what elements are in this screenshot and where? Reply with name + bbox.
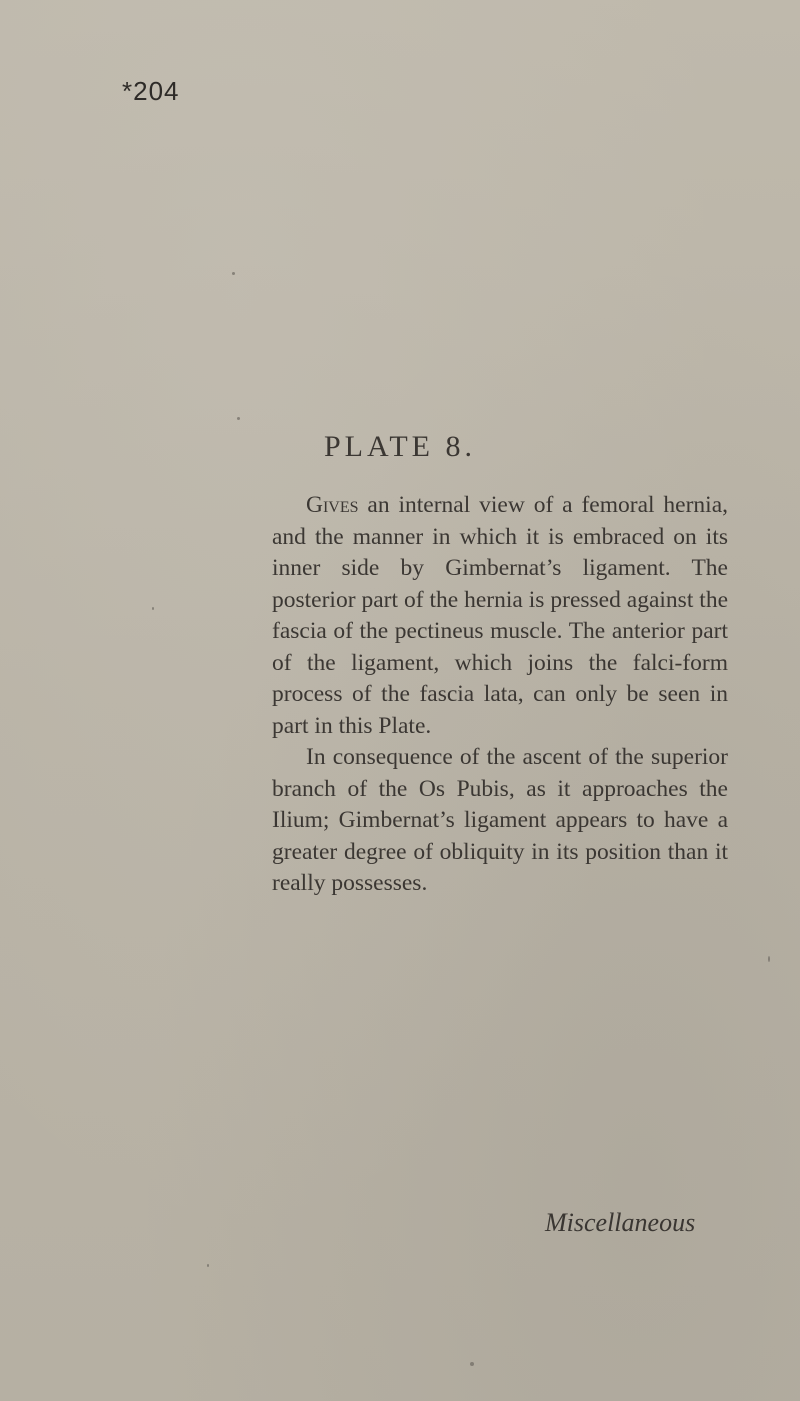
paper-speck: [237, 417, 240, 420]
paragraph-1-lead-word: Gives: [306, 492, 359, 518]
paper-speck: [207, 1264, 209, 1267]
paragraph-2: In consequence of the ascent of the superior branch of the Os Pubis, as it approaches the Ilium; Gimbernat’s ligament appears to have a greater degree of obliquity in its position than it really possesses.: [272, 744, 728, 896]
description-text: [272, 490, 728, 900]
paper-speck: [470, 1362, 474, 1366]
paper-speck: [152, 607, 154, 610]
paragraph-1: [272, 490, 728, 742]
shelfmark-number: *204: [122, 76, 180, 106]
plate-title: PLATE 8.: [324, 430, 476, 463]
paper-speck: [768, 956, 770, 962]
paragraph-1-text: an internal view of a femoral hernia, and the manner in which it is embraced on its inner side by Gimbernat’s ligament. The posterior part of the hernia is pressed against the fascia of the pectineus muscle. The anterior part of the ligament, which joins the falci-form process of the fascia lata, can only be seen in part in this Plate.: [272, 492, 729, 739]
paper-speck: [232, 272, 235, 275]
catchword: Miscellaneous: [545, 1208, 696, 1237]
